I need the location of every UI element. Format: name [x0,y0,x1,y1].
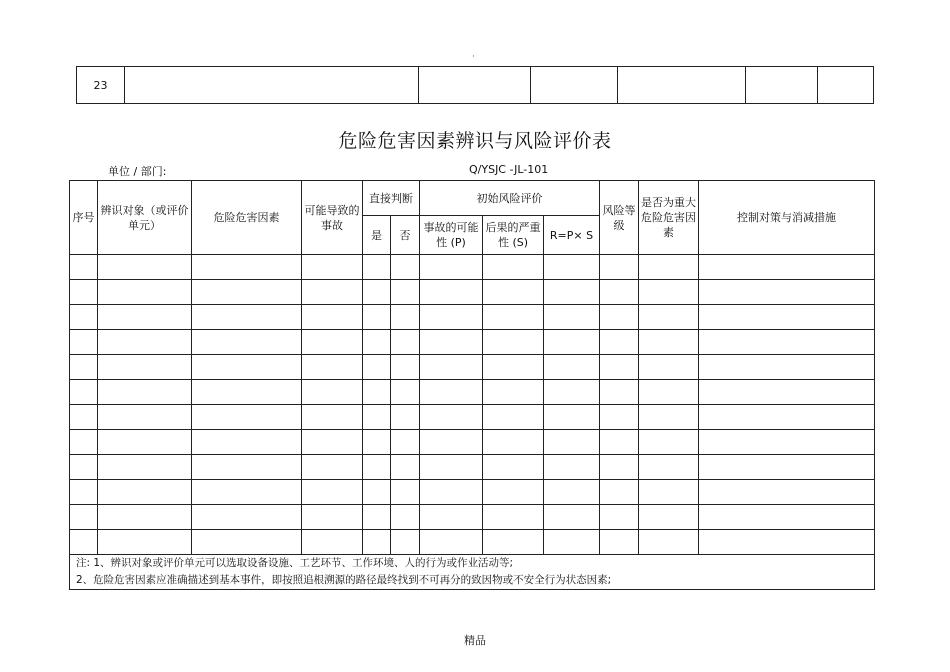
table-cell [363,505,391,530]
table-cell [699,405,875,430]
table-cell [192,380,302,405]
table-cell [483,430,544,455]
table-cell [639,480,699,505]
table-cell [98,380,192,405]
table-cell [544,280,600,305]
table-cell [544,430,600,455]
table-cell [363,380,391,405]
table-cell [544,355,600,380]
table-cell [483,355,544,380]
header-initial: 初始风险评价 [420,181,600,216]
table-cell [699,430,875,455]
table-cell [98,530,192,555]
table-cell [302,305,363,330]
table-cell [544,380,600,405]
table-cell [420,505,483,530]
table-cell [544,530,600,555]
table-cell [302,430,363,455]
table-cell [363,480,391,505]
header-level: 风险等级 [600,181,639,255]
table-cell [600,330,639,355]
table-cell [192,305,302,330]
table-cell [600,430,639,455]
table-row [70,430,875,455]
header-object: 辨识对象（或评价单元） [98,181,192,255]
table-cell [302,405,363,430]
table-cell [639,505,699,530]
previous-page-table [76,66,874,104]
table-cell [483,380,544,405]
table-cell [483,255,544,280]
table-cell [302,455,363,480]
header-no: 否 [391,216,420,255]
table-cell [391,530,420,555]
table-row [70,305,875,330]
table-cell [98,330,192,355]
table-cell [363,255,391,280]
table-cell [699,530,875,555]
document-code: Q/YSJC -JL-101 [469,163,549,176]
table-cell [302,530,363,555]
table-row [70,330,875,355]
table-cell [98,355,192,380]
table-cell [363,530,391,555]
header-formula: R=P× S [544,216,600,255]
table-cell [639,255,699,280]
table-cell [192,330,302,355]
table-cell [192,255,302,280]
table-cell [363,430,391,455]
table-cell [391,455,420,480]
table-cell [420,355,483,380]
table-cell [699,355,875,380]
table-cell [600,355,639,380]
table-cell [70,455,98,480]
footer-text: 精品 [464,634,486,647]
table-cell [639,430,699,455]
table-cell [639,530,699,555]
table-cell [544,305,600,330]
table-cell [192,505,302,530]
table-cell [302,280,363,305]
table-cell [98,455,192,480]
table-cell [192,430,302,455]
table-cell [600,305,639,330]
table-cell [391,305,420,330]
table-cell [98,255,192,280]
note-row [70,572,875,590]
header-major: 是否为重大危险危害因素 [639,181,699,255]
table-cell [699,505,875,530]
table-cell [302,330,363,355]
table-cell [98,305,192,330]
table-cell [600,380,639,405]
table-cell [420,455,483,480]
table-cell [363,305,391,330]
table-cell [70,355,98,380]
page-title: 危险危害因素辨识与风险评价表 [338,130,612,152]
header-hazard: 危险危害因素 [192,181,302,255]
table-row [70,455,875,480]
row-number-cell: 23 [77,67,125,104]
table-cell [699,305,875,330]
table-cell [483,530,544,555]
table-cell [98,280,192,305]
header-direct: 直接判断 [363,181,420,216]
table-cell [70,505,98,530]
table-cell [363,330,391,355]
table-cell [420,430,483,455]
table-cell [391,280,420,305]
table-cell [639,330,699,355]
table-cell [420,480,483,505]
table-cell [544,255,600,280]
table-cell [639,380,699,405]
table-cell [302,355,363,380]
table-cell [98,430,192,455]
page-mark: · [472,52,475,62]
table-cell [70,255,98,280]
table-cell [600,480,639,505]
table-cell [391,505,420,530]
table-cell [420,305,483,330]
note-1: 注: 1、辨识对象或评价单元可以选取设备设施、工艺环节、工作环境、人的行为或作业活动等; [70,555,875,573]
table-cell [420,280,483,305]
table-cell [192,355,302,380]
table-cell [420,380,483,405]
table-cell [639,455,699,480]
table-cell [192,480,302,505]
table-cell [483,305,544,330]
table-cell [363,280,391,305]
table-cell [600,280,639,305]
table-cell [391,330,420,355]
header-seq: 序号 [70,181,98,255]
table-cell [391,480,420,505]
header-severity: 后果的严重性 (S) [483,216,544,255]
table-cell [192,405,302,430]
table-cell [544,405,600,430]
table-cell [98,480,192,505]
note-2: 2、危险危害因素应准确描述到基本事件，即按照追根溯源的路径最终找到不可再分的致因物或不安全行为状态因素; [70,572,875,590]
table-cell [483,405,544,430]
table-cell [544,505,600,530]
table-row [70,480,875,505]
table-cell [483,480,544,505]
table-cell [70,305,98,330]
table-cell [420,405,483,430]
header-measures: 控制对策与消减措施 [699,181,875,255]
table-cell [483,455,544,480]
table-cell [600,405,639,430]
table-cell [483,280,544,305]
table-cell [302,505,363,530]
table-row [70,505,875,530]
header-row-top [70,181,875,216]
table-cell [363,355,391,380]
hazard-assessment-table [69,180,875,590]
table-cell [600,505,639,530]
table-cell [302,255,363,280]
table-cell [192,455,302,480]
table-cell [420,530,483,555]
table-cell [699,455,875,480]
table-cell [699,480,875,505]
header-yes: 是 [363,216,391,255]
note-row [70,555,875,573]
table-cell [70,380,98,405]
table-cell [363,455,391,480]
table-row [70,355,875,380]
table-cell [70,430,98,455]
table-cell [391,405,420,430]
table-cell [98,405,192,430]
table-cell [420,330,483,355]
table-cell [70,405,98,430]
table-cell [600,455,639,480]
table-cell [544,455,600,480]
table-cell [302,480,363,505]
table-cell [391,380,420,405]
table-row [70,280,875,305]
table-cell [699,280,875,305]
table-cell [639,280,699,305]
table-cell [639,355,699,380]
table-row [70,530,875,555]
header-possibility: 事故的可能性 (P) [420,216,483,255]
table-cell [391,355,420,380]
table-cell [639,305,699,330]
table-cell [544,480,600,505]
table-cell [363,405,391,430]
table-cell [699,380,875,405]
unit-label: 单位 / 部门: [108,165,167,178]
table-cell [70,480,98,505]
header-accident: 可能导致的事故 [302,181,363,255]
table-row [70,255,875,280]
table-cell [420,255,483,280]
table-cell [483,505,544,530]
table-row [70,405,875,430]
table-cell [483,330,544,355]
table-cell [391,255,420,280]
table-body [70,255,875,555]
table-cell [699,330,875,355]
table-cell [544,330,600,355]
table-cell [70,330,98,355]
table-row [70,380,875,405]
table-cell [391,430,420,455]
table-cell [302,380,363,405]
table-cell [600,255,639,280]
table-cell [98,505,192,530]
table-cell [192,530,302,555]
table-cell [639,405,699,430]
table-row [77,67,874,104]
table-cell [699,255,875,280]
table-cell [70,280,98,305]
table-cell [192,280,302,305]
table-cell [70,530,98,555]
table-cell [600,530,639,555]
